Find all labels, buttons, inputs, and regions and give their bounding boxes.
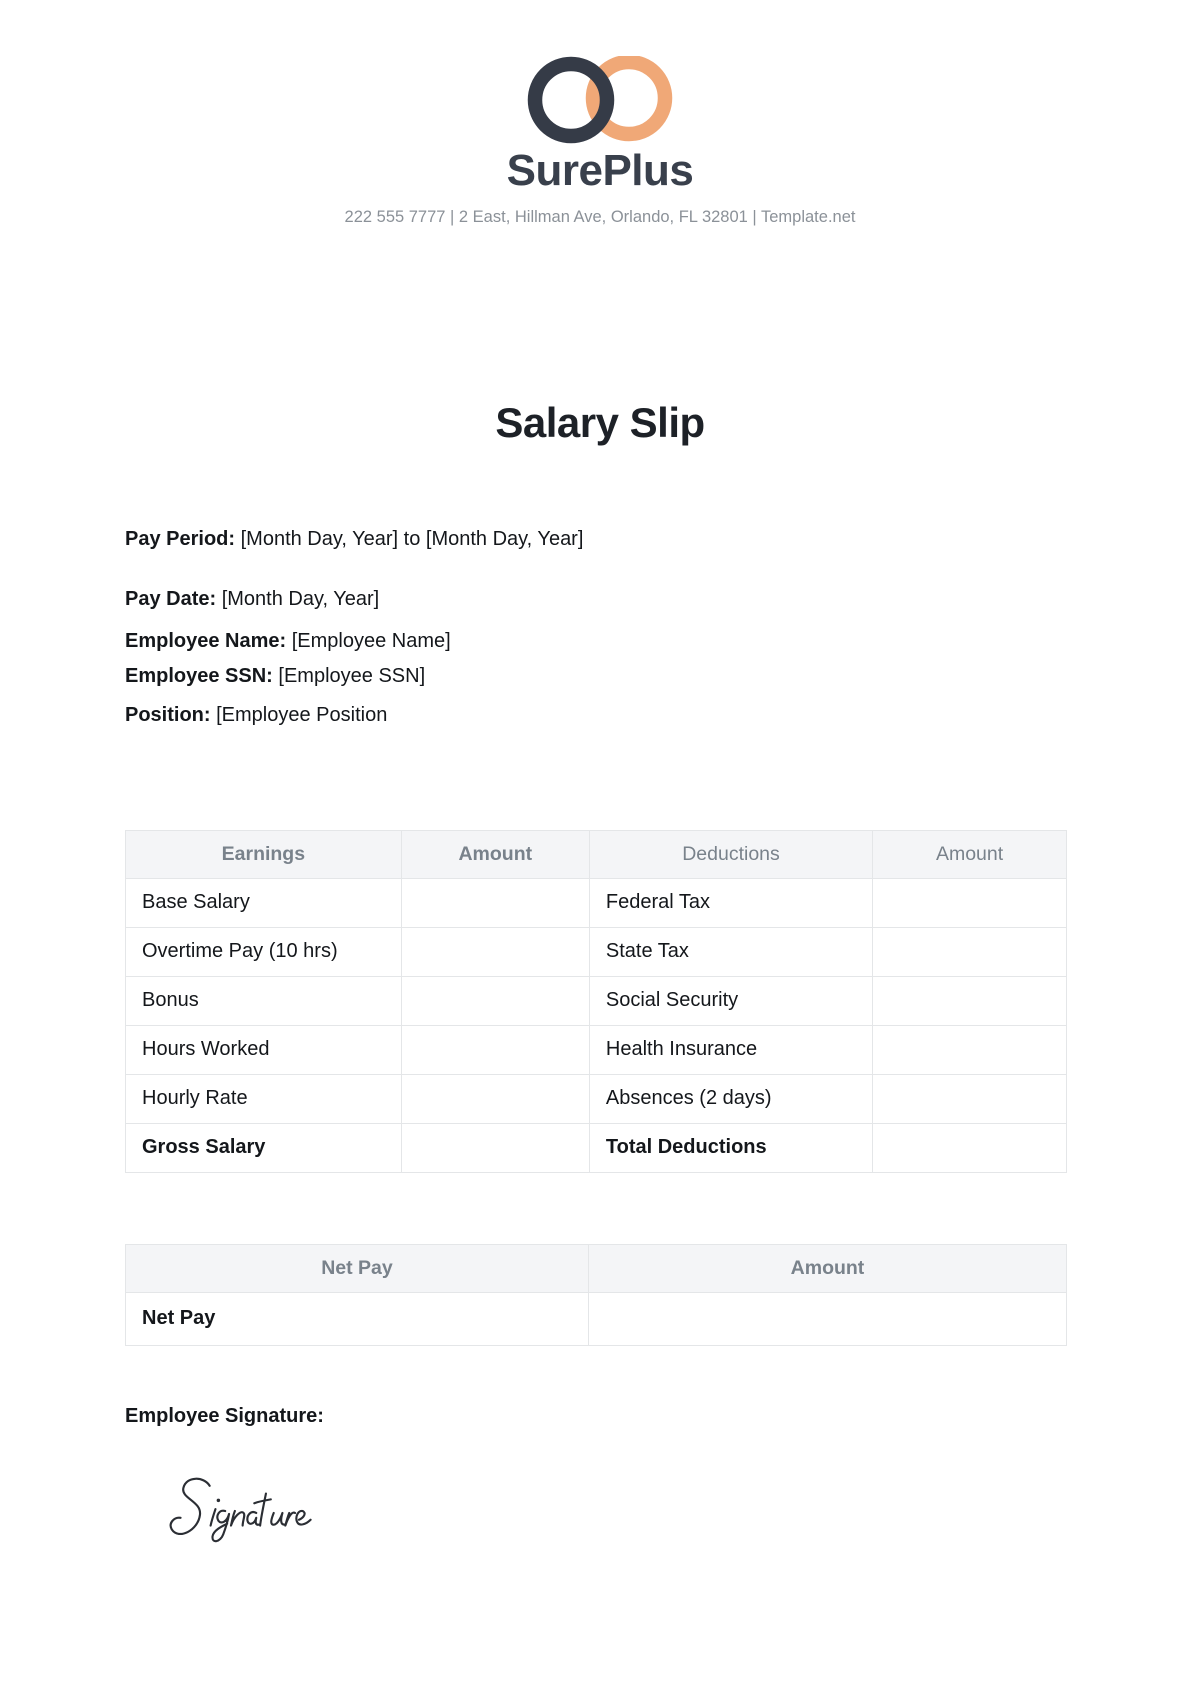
earnings-deductions-table [125, 830, 1067, 1173]
earning-cell: Overtime Pay (10 hrs) [126, 927, 402, 976]
earnings-table-header [126, 830, 1067, 878]
gross-salary-cell: Gross Salary [126, 1123, 402, 1172]
earning-cell: Base Salary [126, 878, 402, 927]
deduction-amount-cell [873, 1025, 1067, 1074]
deduction-amount-cell [873, 927, 1067, 976]
employee-name-value: [Employee Name] [291, 629, 451, 652]
net-pay-table-header [126, 1244, 1067, 1292]
earnings-amount-header-cell: Amount [401, 830, 589, 878]
deduction-cell: Federal Tax [589, 878, 872, 927]
earning-amount-cell [401, 1123, 589, 1172]
employee-ssn-line [125, 664, 1067, 688]
pay-date-label: Pay Date: [125, 587, 217, 610]
content-column [0, 527, 1200, 1556]
employee-ssn-label: Employee SSN: [125, 664, 273, 687]
net-pay-amount-cell [588, 1292, 1066, 1345]
pay-info-block [125, 527, 1067, 727]
table-row-totals [126, 1123, 1067, 1172]
pay-period-line [125, 527, 1067, 551]
deductions-header-cell: Deductions [589, 830, 872, 878]
earning-amount-cell [401, 878, 589, 927]
pay-date-value: [Month Day, Year] [221, 587, 380, 610]
position-line [125, 703, 1067, 727]
total-deductions-cell: Total Deductions [589, 1123, 872, 1172]
net-pay-table [125, 1244, 1067, 1346]
earning-amount-cell [401, 927, 589, 976]
employee-name-label: Employee Name: [125, 629, 287, 652]
deduction-amount-cell [873, 1123, 1067, 1172]
brand-name: SurePlus [506, 146, 694, 195]
pay-period-label: Pay Period: [125, 527, 236, 550]
position-value: [Employee Position [216, 703, 388, 726]
table-row [126, 1025, 1067, 1074]
position-label: Position: [125, 703, 211, 726]
page-title: Salary Slip [495, 398, 705, 446]
deduction-cell: Social Security [589, 976, 872, 1025]
deduction-amount-cell [873, 878, 1067, 927]
net-pay-amount-header-cell: Amount [588, 1244, 1066, 1292]
employee-name-line [125, 629, 1067, 653]
table-row [126, 976, 1067, 1025]
net-pay-header-cell: Net Pay [126, 1244, 589, 1292]
deduction-cell: Absences (2 days) [589, 1074, 872, 1123]
employee-signature-label: Employee Signature: [125, 1404, 324, 1427]
earning-amount-cell [401, 1025, 589, 1074]
employee-ssn-value: [Employee SSN] [278, 664, 426, 687]
earning-amount-cell [401, 976, 589, 1025]
earnings-header-cell: Earnings [126, 830, 402, 878]
brand-contact-line: 222 555 7777 | 2 East, Hillman Ave, Orlando, FL 32801 | Template.net [344, 207, 856, 226]
table-row [126, 878, 1067, 927]
earning-cell: Hourly Rate [126, 1074, 402, 1123]
deduction-amount-cell [873, 1074, 1067, 1123]
net-pay-cell: Net Pay [126, 1292, 589, 1345]
earning-cell: Bonus [126, 976, 402, 1025]
handwritten-signature-image [165, 1468, 330, 1556]
table-row [126, 1074, 1067, 1123]
deduction-cell: State Tax [589, 927, 872, 976]
earning-cell: Hours Worked [126, 1025, 402, 1074]
pay-period-value: [Month Day, Year] to [Month Day, Year] [240, 527, 584, 550]
deductions-amount-header-cell: Amount [873, 830, 1067, 878]
deduction-amount-cell [873, 976, 1067, 1025]
table-row [126, 1292, 1067, 1345]
interlocking-rings-logo-icon [525, 56, 675, 144]
pay-date-line [125, 587, 1067, 611]
table-row [126, 927, 1067, 976]
earning-amount-cell [401, 1074, 589, 1123]
deduction-cell: Health Insurance [589, 1025, 872, 1074]
brand-header [0, 0, 1200, 227]
